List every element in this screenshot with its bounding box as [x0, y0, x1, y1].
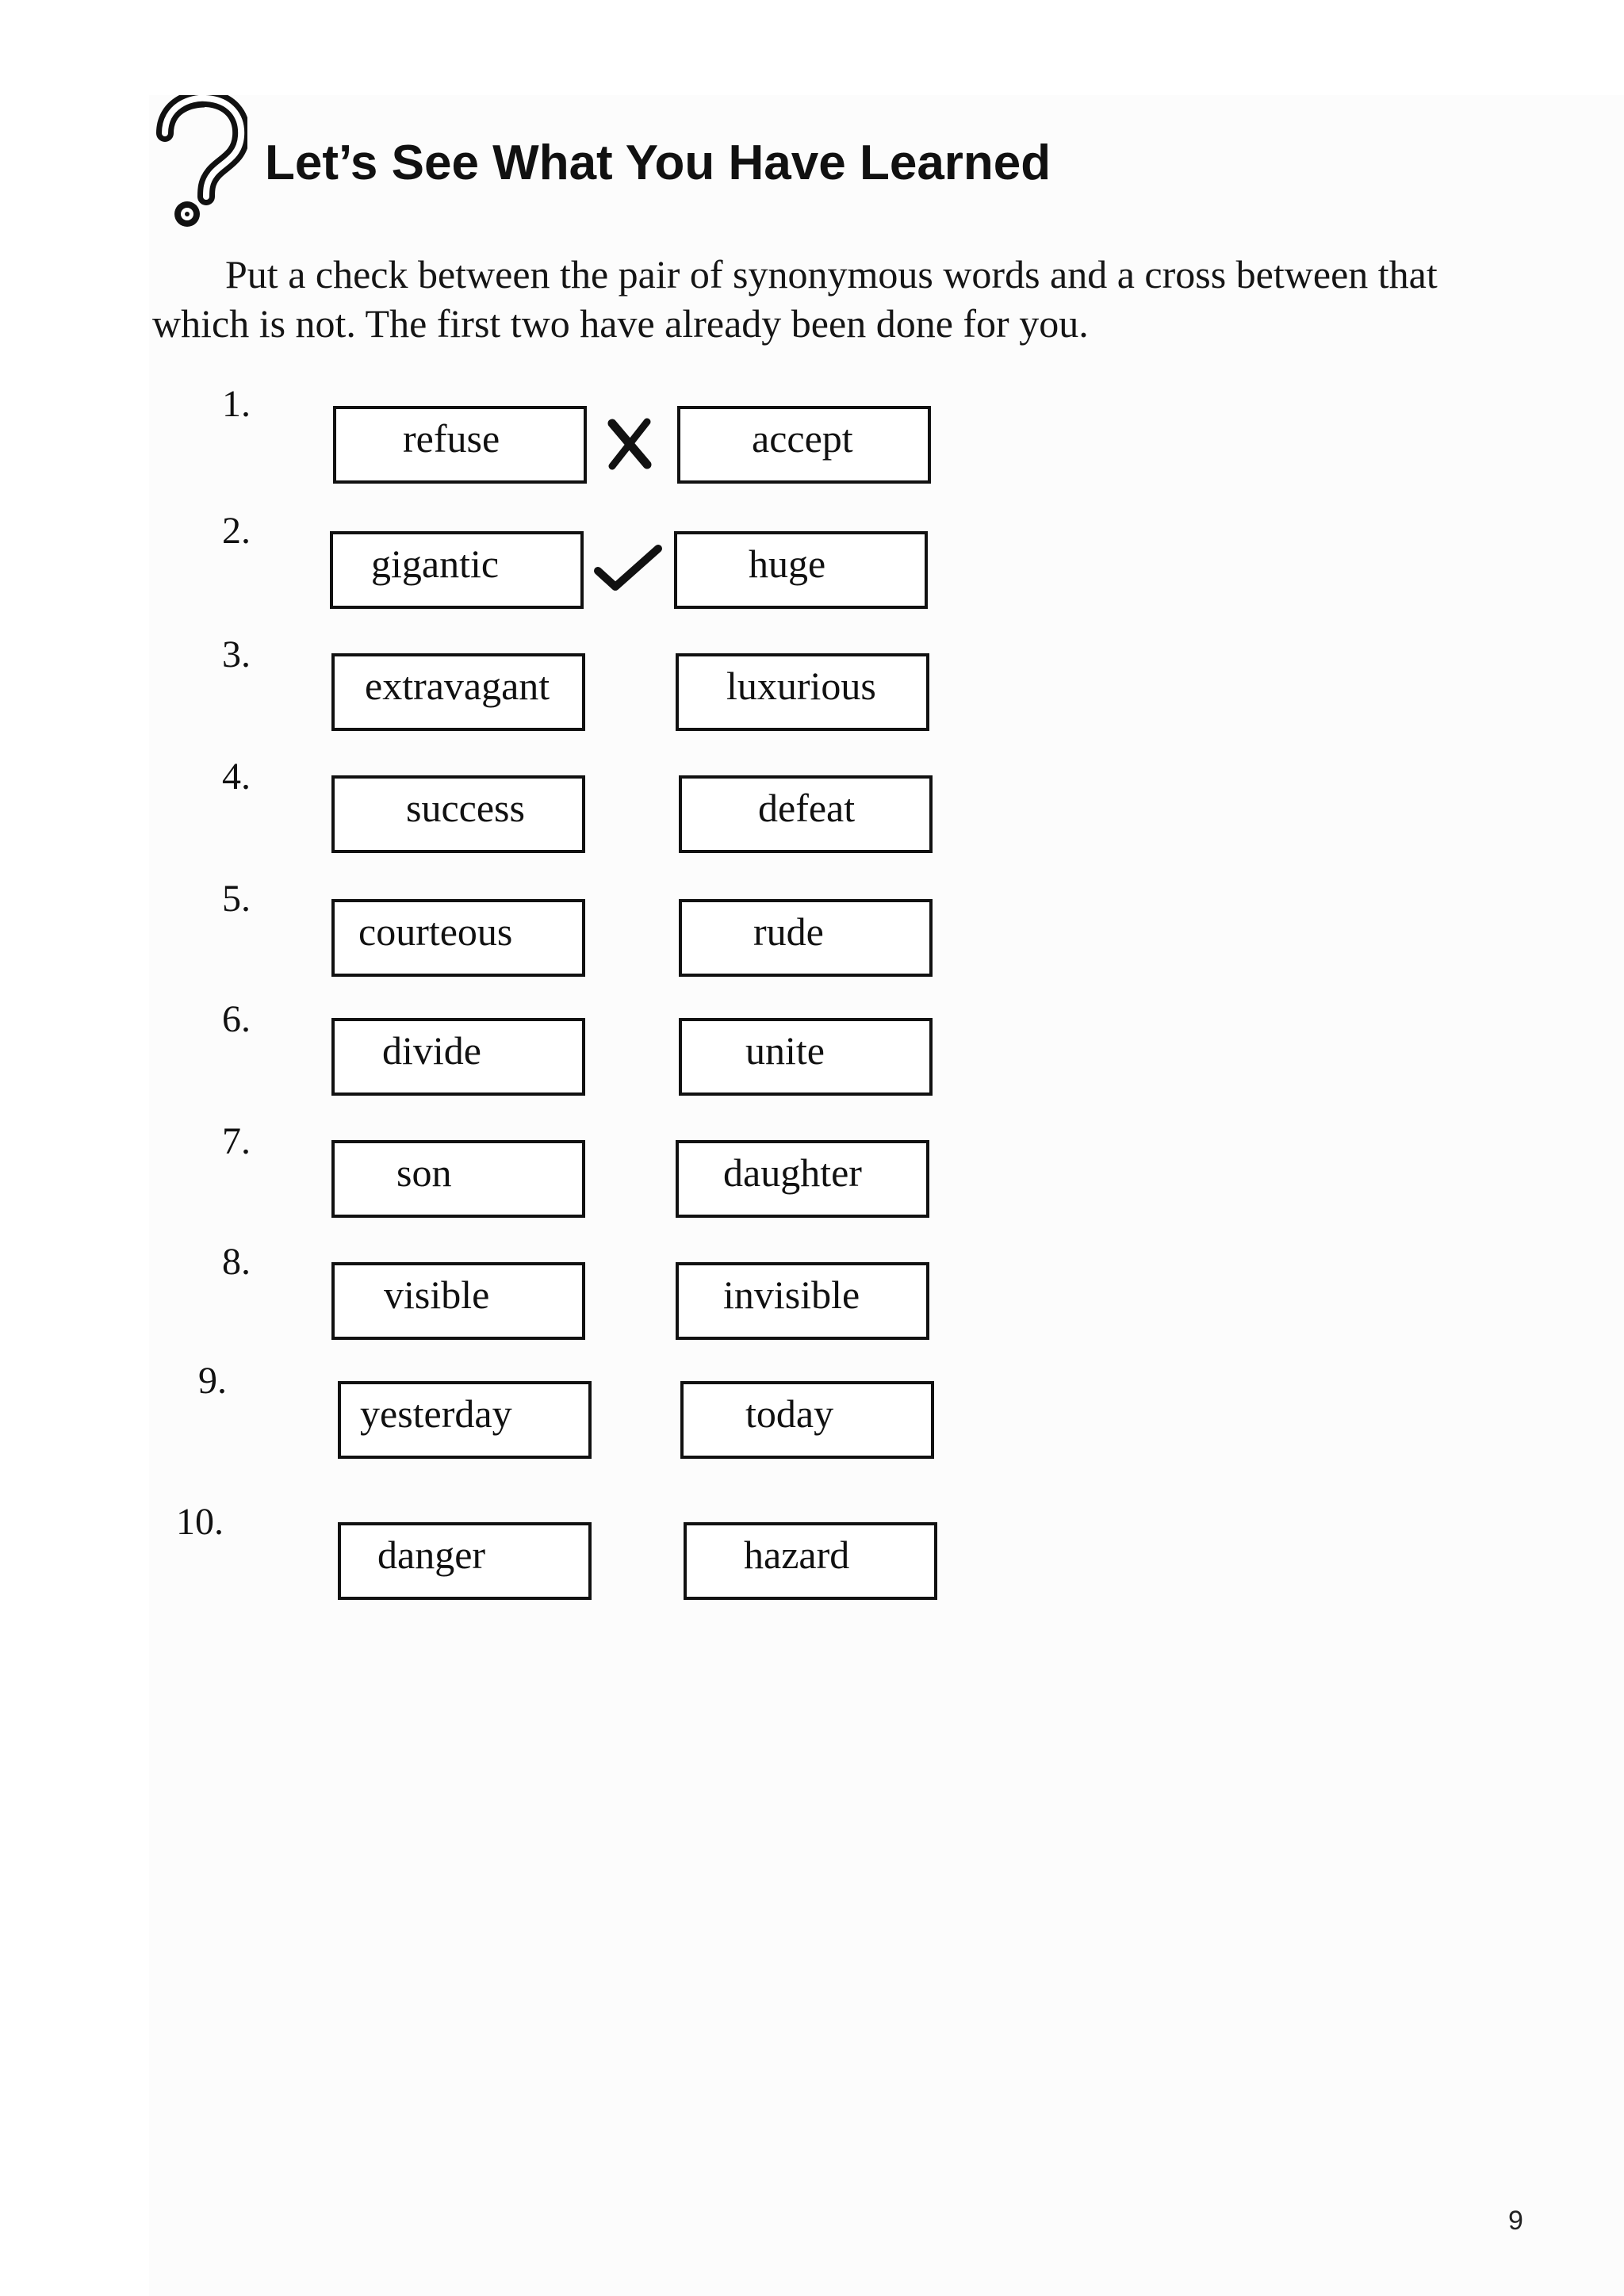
word-box-right: rude — [679, 899, 933, 977]
answer-mark-slot[interactable] — [593, 1021, 665, 1093]
answer-mark-slot[interactable] — [593, 902, 665, 974]
word-box-left: yesterday — [338, 1381, 592, 1459]
item-number: 6. — [222, 998, 251, 1040]
check-mark-icon[interactable] — [592, 534, 663, 606]
item-number: 9. — [198, 1360, 227, 1402]
item-number: 4. — [222, 756, 251, 798]
cross-mark-icon[interactable] — [595, 409, 666, 480]
word-box-right: luxurious — [676, 653, 929, 731]
question-mark-icon — [149, 95, 247, 232]
answer-mark-slot[interactable] — [593, 1265, 665, 1337]
word-box-right: invisible — [676, 1262, 929, 1340]
word-box-left: son — [331, 1140, 585, 1218]
item-number: 2. — [222, 510, 251, 552]
page-number: 9 — [1508, 2206, 1523, 2236]
word-box-left: visible — [331, 1262, 585, 1340]
item-number: 10. — [176, 1501, 224, 1543]
answer-mark-slot[interactable] — [599, 1525, 671, 1597]
page-title: Let’s See What You Have Learned — [265, 136, 1051, 190]
word-box-right: daughter — [676, 1140, 929, 1218]
word-box-left: extravagant — [331, 653, 585, 731]
answer-mark-slot[interactable] — [599, 1384, 671, 1456]
instructions-text: Put a check between the pair of synonymous words and a cross between that which is not. The first two have already been done for you. — [152, 252, 1438, 346]
word-box-right: hazard — [684, 1522, 937, 1600]
word-box-left: danger — [338, 1522, 592, 1600]
word-box-left: gigantic — [330, 531, 584, 609]
word-box-left: refuse — [333, 406, 587, 484]
word-box-left: divide — [331, 1018, 585, 1096]
item-number: 8. — [222, 1241, 251, 1283]
item-number: 1. — [222, 383, 251, 425]
word-box-right: unite — [679, 1018, 933, 1096]
scanned-page-area — [149, 95, 1624, 2296]
word-box-right: huge — [674, 531, 928, 609]
item-number: 5. — [222, 878, 251, 920]
section-header — [149, 95, 1497, 238]
word-box-left: courteous — [331, 899, 585, 977]
word-box-right: accept — [677, 406, 931, 484]
word-box-right: defeat — [679, 775, 933, 853]
item-number: 3. — [222, 633, 251, 675]
answer-mark-slot[interactable] — [593, 1143, 665, 1215]
word-box-left: success — [331, 775, 585, 853]
word-box-right: today — [680, 1381, 934, 1459]
answer-mark-slot[interactable] — [593, 779, 665, 850]
answer-mark-slot[interactable] — [593, 656, 665, 728]
item-number: 7. — [222, 1120, 251, 1162]
